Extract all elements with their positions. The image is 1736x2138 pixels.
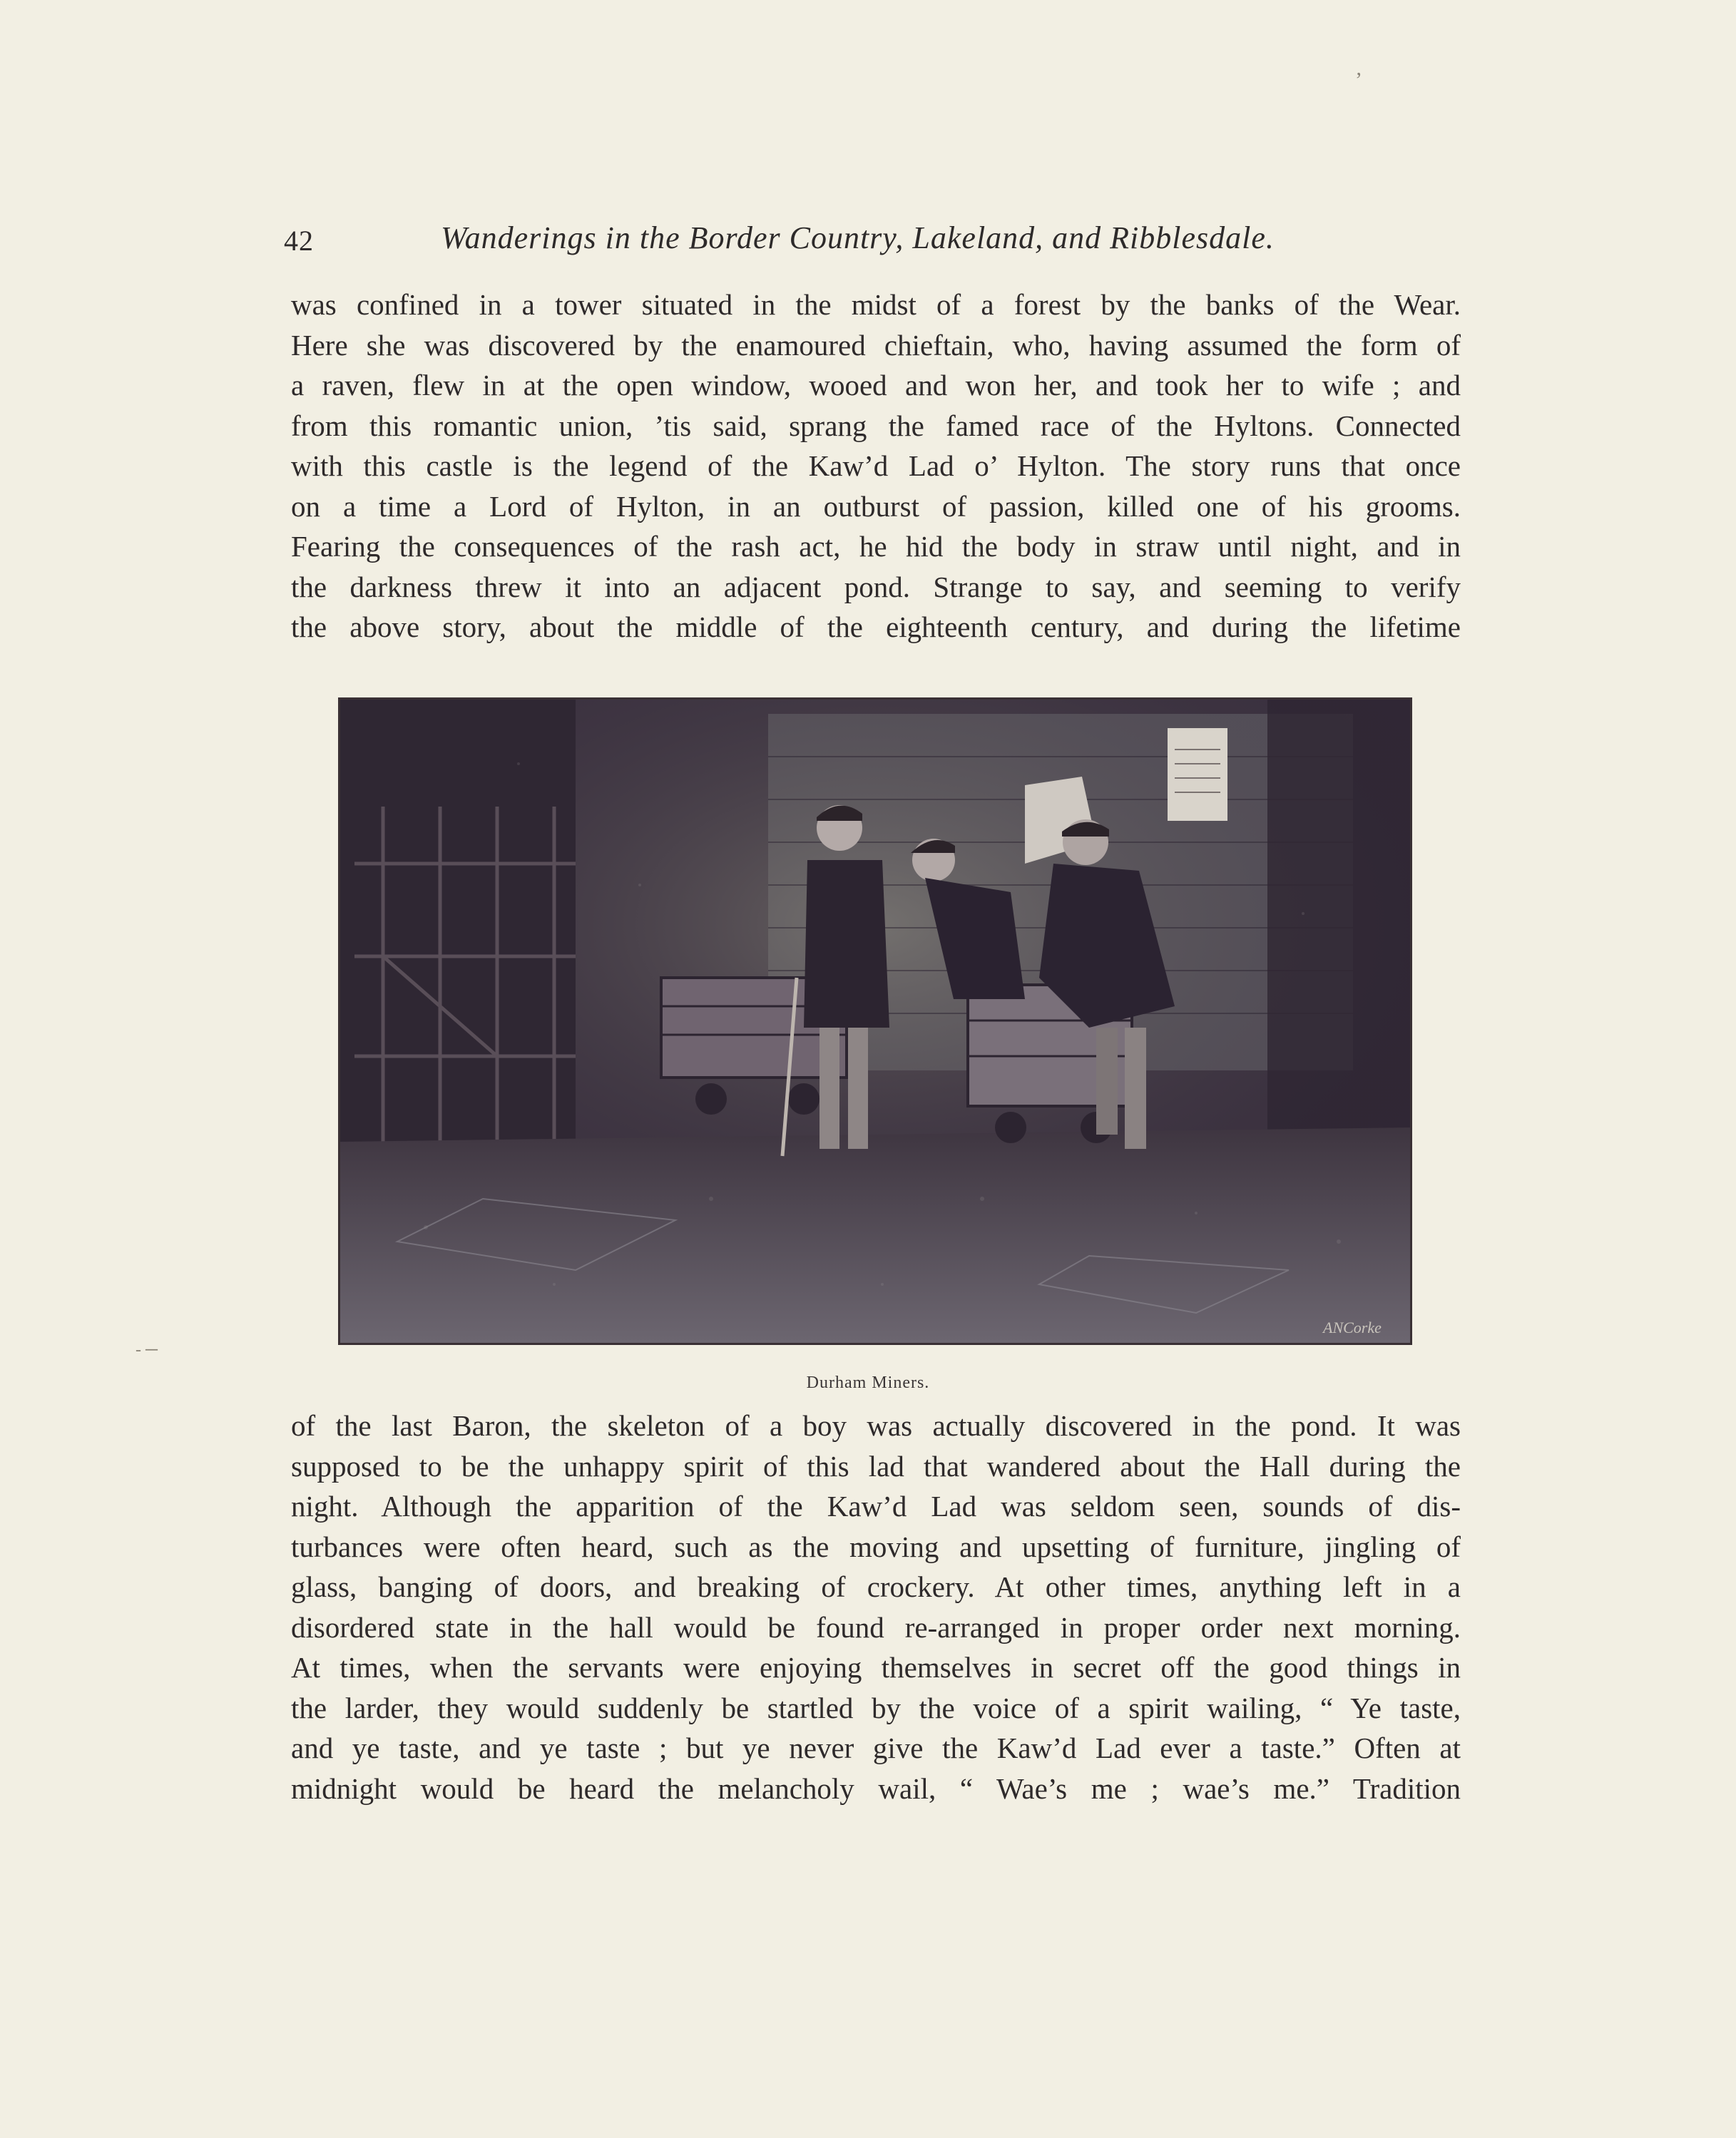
text-line: midnight would be heard the melancholy wail, “ Wae’s me ; wae’s me.” Tradition	[291, 1771, 1461, 1805]
text-line: a raven, flew in at the open window, wooed and won her, and took her to wife ; and	[291, 369, 1461, 401]
text-line: disordered state in the hall would be found re-arranged in proper order next morning.	[291, 1610, 1461, 1644]
text-line: night. Although the apparition of the Kaw’d Lad was seldom seen, sounds of dis-	[291, 1490, 1461, 1523]
text-line: supposed to be the unhappy spirit of this lad that wandered about the Hall during the	[291, 1449, 1461, 1483]
text-line: turbances were often heard, such as the moving and upsetting of furniture, jingling of	[291, 1530, 1461, 1563]
text-line: with this castle is the legend of the Kaw’d Lad o’ Hylton. The story runs that once	[291, 449, 1461, 482]
text-line: Here she was discovered by the enamoured chieftain, who, having assumed the form of	[291, 328, 1461, 362]
margin-mark: - ─	[136, 1341, 158, 1359]
text-line: the darkness threw it into an adjacent pond. Strange to say, and seeming to verify	[291, 570, 1461, 603]
figure-caption: Durham Miners.	[806, 1374, 930, 1392]
text-line: glass, banging of doors, and breaking of crockery. At other times, anything left in a	[291, 1570, 1461, 1603]
text-line: Fearing the consequences of the rash act, he hid the body in straw until night, and in	[291, 530, 1461, 563]
running-title: Wanderings in the Border Country, Lakeland, and Ribblesdale.	[441, 220, 1275, 255]
text-line: the above story, about the middle of the eighteenth century, and during the lifetime	[291, 610, 1461, 643]
text-line: on a time a Lord of Hylton, in an outburst of passion, killed one of his grooms.	[291, 489, 1461, 523]
text-line: and ye taste, and ye taste ; but ye never give the Kaw’d Lad ever a taste.” Often at	[291, 1732, 1461, 1764]
photograph-durham-miners	[338, 697, 1412, 1345]
body-text-bottom	[291, 1406, 1461, 1809]
body-text-top	[291, 285, 1461, 648]
page-number: 42	[284, 225, 314, 257]
page-header	[284, 220, 1461, 262]
text-line: of the last Baron, the skeleton of a boy was actually discovered in the pond. It was	[291, 1409, 1461, 1442]
paper-speck: ʼ	[1355, 68, 1362, 92]
text-line: was confined in a tower situated in the midst of a forest by the banks of the Wear.	[291, 288, 1461, 321]
text-line: from this romantic union, ’tis said, sprang the famed race of the Hyltons. Connected	[291, 409, 1461, 442]
text-line: the larder, they would suddenly be startled by the voice of a spirit wailing, “ Ye taste,	[291, 1691, 1461, 1724]
text-line: At times, when the servants were enjoying themselves in secret off the good things in	[291, 1651, 1461, 1684]
photo-signature: ANCorke	[1323, 1319, 1382, 1336]
wall-poster	[1168, 728, 1227, 821]
